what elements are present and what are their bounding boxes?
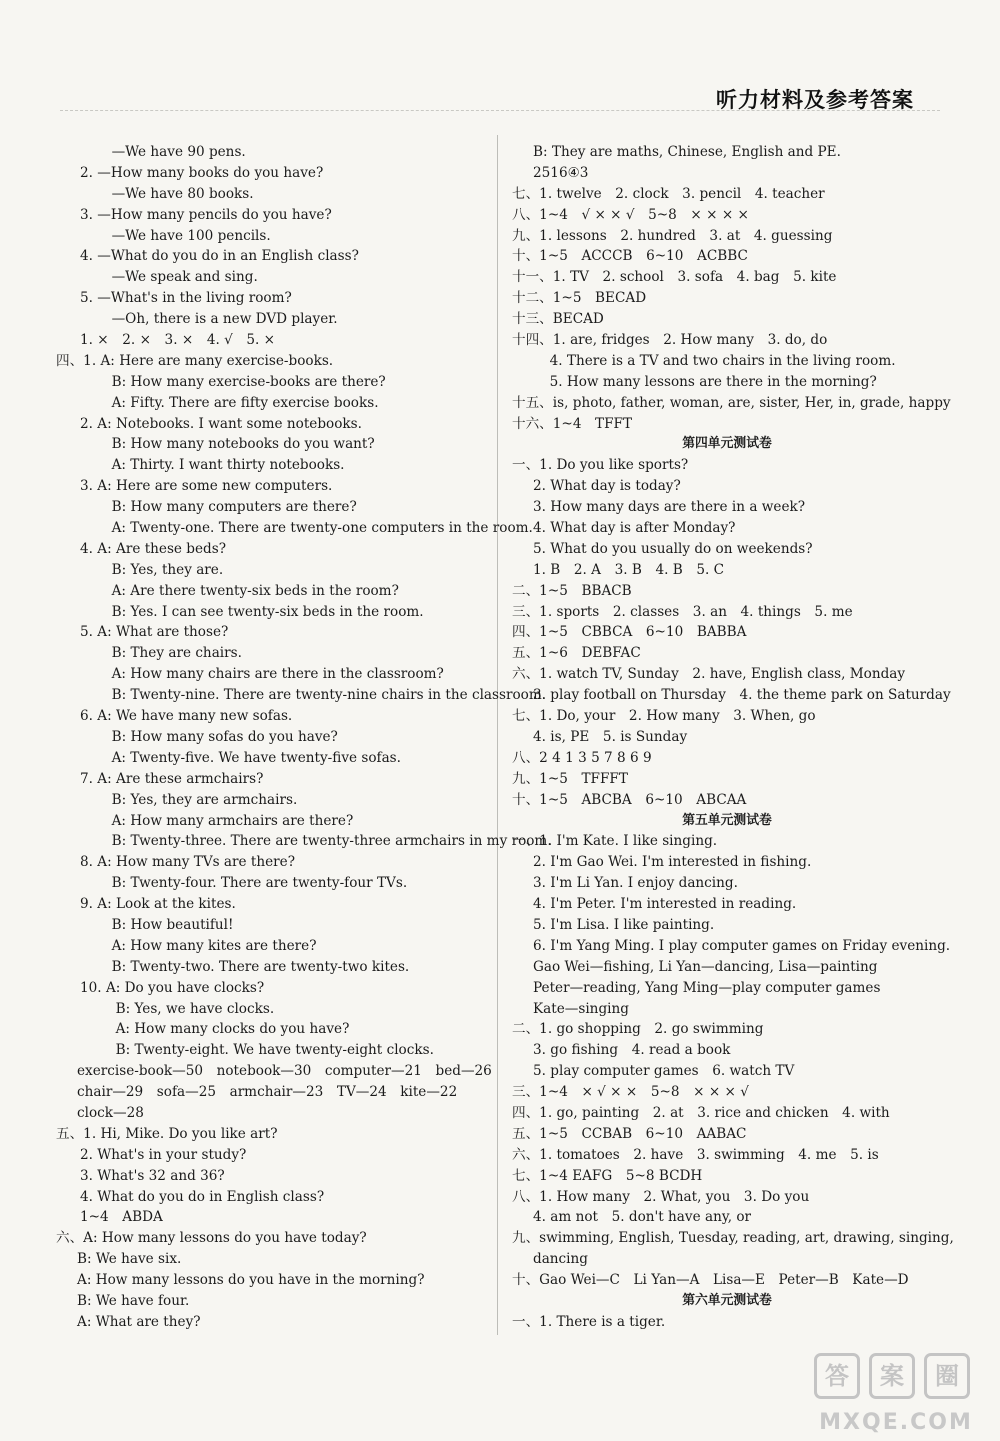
right-text-line: 一、1. There is a tiger. [512,1313,666,1330]
left-text-line: A: Twenty-five. We have twenty-five sofas. [98,749,401,766]
right-text-line: 一、1. I'm Kate. I like singing. [512,833,718,850]
left-text-line: 2. What's in your study? [80,1146,247,1163]
left-text-line: A: How many lessons do you have in the morning? [77,1272,425,1289]
left-text-line: B: Yes, we have clocks. [102,1000,275,1017]
right-text-line: 十、1~5 ABCBA 6~10 ABCAA [512,791,747,808]
right-text-line: 5. What do you usually do on weekends? [533,540,813,557]
left-text-line: B: Twenty-two. There are twenty-two kites. [98,958,410,975]
watermark-char: 答 [814,1353,860,1399]
left-text-line: 8. A: How many TVs are there? [80,854,295,871]
right-text-line: 2. I'm Gao Wei. I'm interested in fishing. [533,854,812,871]
left-text-line: B: How many notebooks do you want? [98,436,375,453]
right-text-line: 十、1~5 ACCCB 6~10 ACBBC [512,248,748,265]
right-text-line: 5. I'm Lisa. I like painting. [533,916,715,933]
left-text-line: 2. A: Notebooks. I want some notebooks. [80,415,362,432]
left-text-line: B: Twenty-four. There are twenty-four TVs. [98,875,408,892]
right-text-line: Kate—singing [533,1000,629,1017]
right-text-line: B: They are maths, Chinese, English and PE. [533,144,841,160]
right-text-line: 十二、1~5 BECAD [512,290,647,307]
left-column [56,142,552,1333]
right-text-line: 3. go fishing 4. read a book [533,1042,731,1059]
right-text-line: 十三、BECAD [512,311,604,328]
left-text-line: B: How many exercise-books are there? [98,373,386,390]
left-text-line: B: Twenty-three. There are twenty-three armchairs in my room. [98,833,552,850]
right-text-line: 四、1~5 CBBCA 6~10 BABBA [512,624,747,641]
left-text-line: —We speak and sing. [98,269,258,286]
left-text-line: A: How many clocks do you have? [102,1021,350,1038]
right-text-line: 6. I'm Yang Ming. I play computer games on Friday evening. [533,937,951,954]
right-text-line: 九、1~5 TFFFT [512,770,628,787]
left-text-line: 4. What do you do in English class? [80,1188,325,1205]
right-text-line: 十五、is, photo, father, woman, are, sister, Her, in, grade, happy [512,394,951,411]
right-text-line: 三、1~4 × √ × × 5~8 × × × √ [512,1084,749,1101]
right-text-line: 七、1. twelve 2. clock 3. pencil 4. teacher [512,185,825,202]
left-text-line: B: Yes, they are. [98,561,224,578]
right-text-line: 五、1~6 DEBFAC [512,645,641,662]
left-text-line: 3. A: Here are some new computers. [80,478,333,495]
right-text-line: 4. am not 5. don't have any, or [533,1209,752,1226]
right-text-line: 六、1. tomatoes 2. have 3. swimming 4. me 5. is [512,1146,879,1163]
left-text-line: 9. A: Look at the kites. [80,896,236,913]
column-divider [497,135,498,1335]
right-text-line: Gao Wei—fishing, Li Yan—dancing, Lisa—painting [533,958,878,975]
right-text-line: 八、1. How many 2. What, you 3. Do you [512,1188,810,1205]
left-text-line: —We have 100 pencils. [98,227,271,244]
right-text-line: 九、swimming, English, Tuesday, reading, art, drawing, singing, [512,1230,954,1247]
left-text-line: 6. A: We have many new sofas. [80,708,293,725]
right-text-line: 十一、1. TV 2. school 3. sofa 4. bag 5. kite [512,269,837,286]
right-text-line: 七、1~4 EAFG 5~8 BCDH [512,1167,703,1184]
left-text-line: 4. —What do you do in an English class? [80,248,359,265]
section-heading: 第六单元测试卷 [682,1292,772,1308]
left-text-line: clock—28 [77,1104,144,1121]
left-text-line: A: How many chairs are there in the classroom? [98,666,444,683]
right-text-line: 2516④3 [533,164,589,181]
watermark-logo [806,1353,986,1435]
left-text-line: 五、1. Hi, Mike. Do you like art? [56,1125,278,1142]
right-text-line: 3. play football on Thursday 4. the theme park on Saturday [533,687,951,704]
right-text-line: 二、1. go shopping 2. go swimming [512,1021,764,1038]
right-text-line: 4. What day is after Monday? [533,520,736,537]
right-text-line: 5. play computer games 6. watch TV [533,1063,795,1080]
right-column [512,142,954,1333]
left-text-line: 四、1. A: Here are many exercise-books. [56,352,334,369]
right-text-line: 四、1. go, painting 2. at 3. rice and chicken 4. with [512,1104,890,1121]
right-text-line: 十、Gao Wei—C Li Yan—A Lisa—E Peter—B Kate—D [512,1272,909,1289]
left-text-line: A: How many armchairs are there? [98,812,354,829]
section-heading: 第五单元测试卷 [682,812,772,828]
right-text-line: 二、1~5 BBACB [512,582,632,599]
left-text-line: A: Twenty-one. There are twenty-one computers in the room. [98,520,533,537]
left-text-line: B: How many sofas do you have? [98,728,338,745]
right-text-line: 三、1. sports 2. classes 3. an 4. things 5. me [512,603,853,620]
right-text-line: Peter—reading, Yang Ming—play computer games [533,979,881,996]
left-text-line: 5. —What's in the living room? [80,290,292,307]
left-text-line: A: Are there twenty-six beds in the room? [98,582,399,599]
left-text-line: 1~4 ABDA [80,1209,163,1226]
right-text-line: 八、2 4 1 3 5 7 8 6 9 [512,749,652,766]
left-text-line: 5. A: What are those? [80,624,229,641]
right-text-line: dancing [533,1251,588,1268]
right-text-line: 五、1~5 CCBAB 6~10 AABAC [512,1125,747,1142]
right-text-line: 2. What day is today? [533,478,681,495]
right-text-line: 六、1. watch TV, Sunday 2. have, English class, Monday [512,666,906,683]
right-text-line: 八、1~4 √ × × √ 5~8 × × × × [512,206,749,223]
right-text-line: 5. How many lessons are there in the morning? [536,373,877,390]
right-text-line: 3. How many days are there in a week? [533,499,806,516]
watermark-char: 案 [869,1353,915,1399]
header-divider [60,110,940,111]
left-text-line: 3. What's 32 and 36? [80,1167,225,1184]
right-text-line: 七、1. Do, your 2. How many 3. When, go [512,708,816,725]
left-text-line: —Oh, there is a new DVD player. [98,311,338,328]
right-text-line: 1. B 2. A 3. B 4. B 5. C [533,561,725,578]
watermark-char: 圈 [924,1353,970,1399]
watermark-url: MXQE.COM [819,1410,973,1435]
left-text-line: 10. A: Do you have clocks? [80,979,265,996]
left-text-line: B: We have four. [77,1292,190,1309]
right-text-line: 4. I'm Peter. I'm interested in reading. [533,896,797,913]
left-text-line: 7. A: Are these armchairs? [80,770,264,787]
left-text-line: —We have 90 pens. [98,144,246,160]
left-text-line: B: Twenty-nine. There are twenty-nine chairs in the classroom. [98,687,547,704]
right-text-line: 十四、1. are, fridges 2. How many 3. do, do [512,332,828,349]
left-text-line: B: Yes, they are armchairs. [98,791,298,808]
right-text-line: 4. is, PE 5. is Sunday [533,728,688,745]
right-text-line: 十六、1~4 TFFT [512,415,633,432]
left-text-line: 1. × 2. × 3. × 4. √ 5. × [80,332,276,349]
page-header-title: 听力材料及参考答案 [716,88,914,112]
left-text-line: B: They are chairs. [98,645,242,662]
left-text-line: A: Thirty. I want thirty notebooks. [98,457,345,474]
right-text-line: 九、1. lessons 2. hundred 3. at 4. guessing [512,227,833,244]
right-text-line: 一、1. Do you like sports? [512,457,689,474]
left-text-line: B: How many computers are there? [98,499,357,516]
left-text-line: B: How beautiful! [98,916,234,933]
left-text-line: A: Fifty. There are fifty exercise books. [98,394,379,411]
left-text-line: 2. —How many books do you have? [80,164,324,181]
left-text-line: 六、A: How many lessons do you have today? [56,1230,367,1247]
section-heading: 第四单元测试卷 [682,436,772,452]
left-text-line: 4. A: Are these beds? [80,540,227,557]
left-text-line: B: Yes. I can see twenty-six beds in the room. [98,603,424,620]
right-text-line: 4. There is a TV and two chairs in the living room. [536,352,896,369]
left-text-line: A: How many kites are there? [98,937,317,954]
left-text-line: 3. —How many pencils do you have? [80,206,332,223]
left-text-line: chair—29 sofa—25 armchair—23 TV—24 kite—22 [77,1084,458,1101]
left-text-line: B: We have six. [77,1251,182,1268]
right-text-line: 3. I'm Li Yan. I enjoy dancing. [533,875,738,892]
left-text-line: —We have 80 books. [98,185,254,202]
left-text-line: B: Twenty-eight. We have twenty-eight clocks. [102,1042,434,1059]
left-text-line: A: What are they? [77,1313,201,1330]
left-text-line: exercise-book—50 notebook—30 computer—21 bed—26 [77,1063,492,1080]
